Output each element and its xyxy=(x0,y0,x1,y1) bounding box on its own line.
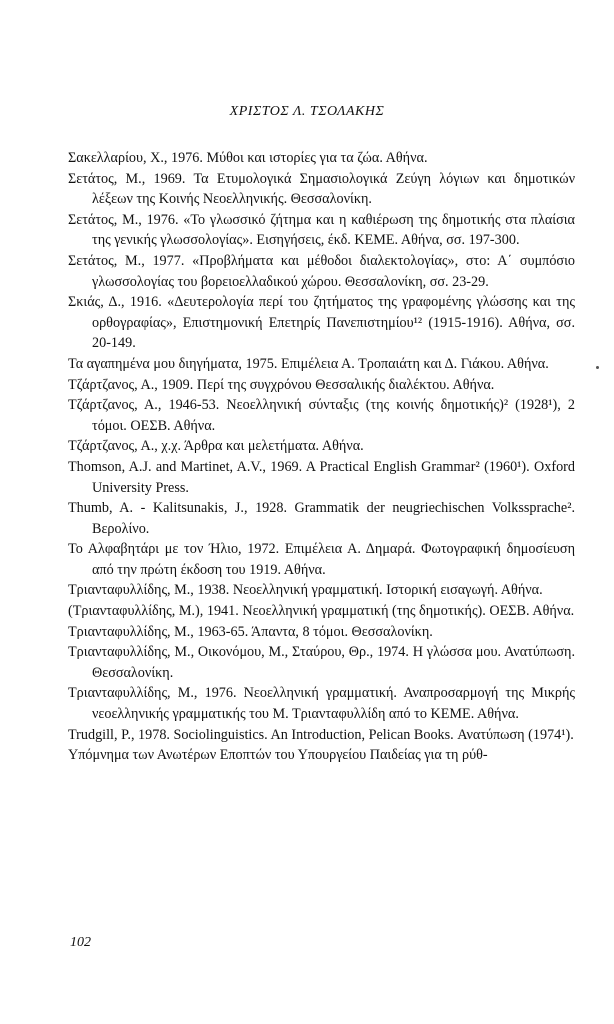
bibliography-entry: Σετάτος, Μ., 1976. «Το γλωσσικό ζήτημα και η καθιέρωση της δημοτικής στα πλαίσια της γενικής γλωσσολογίας». Εισηγήσεις, έκδ. ΚΕΜΕ. Αθήνα, σσ. 197-300. xyxy=(68,211,575,249)
running-header: ΧΡΙΣΤΟΣ Λ. ΤΣΟΛΑΚΗΣ xyxy=(229,104,385,119)
bibliography-entry: Σετάτος, Μ., 1969. Τα Ετυμολογικά Σημασιολογικά Ζεύγη λόγιων και δημοτικών λέξεων της Κοινής Νεοελληνικής. Θεσσαλονίκη. xyxy=(68,170,575,208)
bibliography-entry: (Τριανταφυλλίδης, Μ.), 1941. Νεοελληνική γραμματική (της δημοτικής). ΟΕΣΒ. Αθήνα. xyxy=(68,603,575,620)
bibliography-entry: Trudgill, P., 1978. Sociolinguistics. An Introduction, Pelican Books. Ανατύπωση (1974¹). xyxy=(68,726,574,743)
bibliography-entry: Thumb, A. - Kalitsunakis, J., 1928. Grammatik der neugriechischen Volkssprache². Βερολίνο. xyxy=(68,500,575,537)
bibliography-entry: Τζάρτζανος, Α., 1909. Περί της συγχρόνου Θεσσαλικής διαλέκτου. Αθήνα. xyxy=(68,376,495,393)
bibliography-entry: Τριανταφυλλίδης, Μ., Οικονόμου, Μ., Σταύρου, Θρ., 1974. Η γλώσσα μου. Ανατύπωση. Θεσσαλονίκη. xyxy=(68,644,575,681)
bibliography-entry: Σακελλαρίου, Χ., 1976. Μύθοι και ιστορίες για τα ζώα. Αθήνα. xyxy=(68,150,428,166)
bibliography-entry: Το Αλφαβητάρι με τον Ήλιο, 1972. Επιμέλεια Α. Δημαρά. Φωτογραφική δημοσίευση από την πρώτη έκδοση του 1919. Αθήνα. xyxy=(68,541,575,578)
bibliography-entry: Τριανταφυλλίδης, Μ., 1938. Νεοελληνική γραμματική. Ιστορική εισαγωγή. Αθήνα. xyxy=(68,582,543,599)
bibliography-entry: Τριανταφυλλίδης, Μ., 1976. Νεοελληνική γραμματική. Αναπροσαρμογή της Μικρής νεοελληνικής γραμματικής του Μ. Τριανταφυλλίδη από το ΚΕΜΕ. Αθήνα. xyxy=(68,685,575,723)
bibliography-list xyxy=(68,148,575,766)
bibliography-entry: Σετάτος, Μ., 1977. «Προβλήματα και μέθοδοι διαλεκτολογίας», στο: Α΄ συμπόσιο γλωσσολογίας του βορειοελλαδικού χώρου. Θεσσαλονίκη, σσ. 23-29. xyxy=(68,252,575,290)
bibliography-entry: Τριανταφυλλίδης, Μ., 1963-65. Άπαντα, 8 τόμοι. Θεσσαλονίκη. xyxy=(68,623,433,640)
margin-dot xyxy=(596,366,599,369)
bibliography-entry: Τα αγαπημένα μου διηγήματα, 1975. Επιμέλεια Α. Τροπαιάτη και Δ. Γιάκου. Αθήνα. xyxy=(68,355,549,372)
bibliography-entry: Υπόμνημα των Ανωτέρων Εποπτών του Υπουργείου Παιδείας για τη ρύθ- xyxy=(68,747,488,764)
bibliography-entry: Τζάρτζανος, Α., 1946-53. Νεοελληνική σύνταξις (της κοινής δημοτικής)² (1928¹), 2 τόμοι. ΟΕΣΒ. Αθήνα. xyxy=(68,397,575,434)
bibliography-entry: Σκιάς, Δ., 1916. «Δευτερολογία περί του ζητήματος της γραφομένης γλώσσης και της ορθογραφίας», Επιστημονική Επετηρίς Πανεπιστημίου¹² (1915-1916). Αθήνα, σσ. 20-149. xyxy=(68,294,575,352)
bibliography-entry: Thomson, A.J. and Martinet, A.V., 1969. A Practical English Grammar² (1960¹). Oxford University Press. xyxy=(68,458,575,496)
page-number: 102 xyxy=(70,935,91,950)
bibliography-entry: Τζάρτζανος, Α., χ.χ. Άρθρα και μελετήματα. Αθήνα. xyxy=(68,438,364,455)
